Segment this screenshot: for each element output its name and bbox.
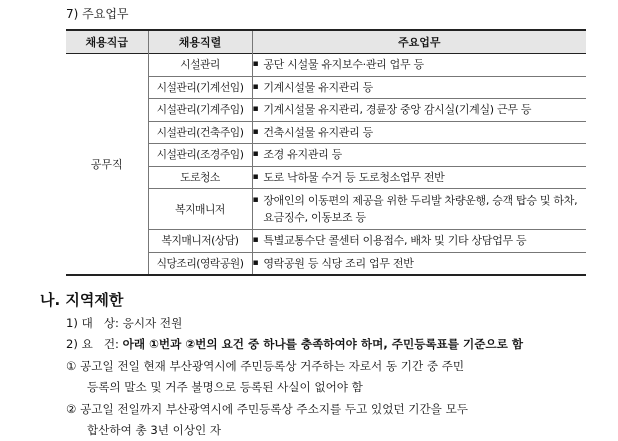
duty-cell xyxy=(252,230,586,253)
category-cell: 공무직 xyxy=(66,54,148,276)
item-line1: 공고일 전일까지 부산광역시에 주민등록상 주소지를 두고 있었던 기간을 모두 xyxy=(80,402,468,416)
position-cell: 도로청소 xyxy=(148,166,252,189)
header-grade: 채용직급 xyxy=(66,30,148,54)
target-label: 1) 대 상: xyxy=(66,316,119,330)
requirement-value: 아래 ①번과 ②번의 요건 중 하나를 충족하여야 하며, 주민등록표를 기준으로 함 xyxy=(122,337,524,351)
requirement-label: 2) 요 건: xyxy=(66,337,119,351)
region-heading: 나. 지역제한 xyxy=(40,291,124,309)
target-value: 응시자 전원 xyxy=(122,316,183,330)
duty-cell xyxy=(252,252,586,275)
list-item xyxy=(66,358,464,374)
bullet-icon: ▪ xyxy=(252,195,259,205)
duty-text: 영락공원 등 식당 조리 업무 전반 xyxy=(263,256,414,270)
item-number: ① xyxy=(66,359,77,373)
item-number: ② xyxy=(66,402,77,416)
duty-cell xyxy=(252,76,586,99)
position-cell: 시설관리(기계선임) xyxy=(148,76,252,99)
duty-text: 조경 유지관리 등 xyxy=(263,148,342,162)
duty-cell xyxy=(252,144,586,167)
duty-cell xyxy=(252,121,586,144)
position-cell: 시설관리(조경주임) xyxy=(148,144,252,167)
bullet-icon: ▪ xyxy=(252,126,259,137)
duty-cell xyxy=(252,166,586,189)
item-line1: 공고일 전일 현재 부산광역시에 주민등록상 거주하는 자로서 동 기간 중 주민 xyxy=(80,359,465,373)
bullet-icon: ▪ xyxy=(252,171,259,182)
duty-text: 공단 시설물 유지보수·관리 업무 등 xyxy=(263,58,424,72)
header-position: 채용직렬 xyxy=(148,30,252,54)
table-header-row xyxy=(66,30,586,54)
duty-text: 건축시설물 유지관리 등 xyxy=(263,125,373,139)
duty-text: 장애인의 이동편의 제공을 위한 두리발 차량운행, 승객 탑승 및 하차, 요금징수, 이동보조 등 xyxy=(263,194,578,224)
requirement-line xyxy=(66,336,523,352)
bullet-icon: ▪ xyxy=(252,59,259,70)
duty-cell xyxy=(252,54,586,77)
duty-cell xyxy=(252,99,586,122)
position-cell: 복지매니저(상담) xyxy=(148,230,252,253)
item-continuation: 합산하여 총 3년 이상인 자 xyxy=(87,423,222,437)
duty-text: 기계시설물 유지관리 등 xyxy=(263,80,373,94)
duty-cell xyxy=(252,189,586,230)
bullet-icon: ▪ xyxy=(252,104,259,115)
table-row xyxy=(66,54,586,77)
duty-text: 도로 낙하물 수거 등 도로청소업무 전반 xyxy=(263,170,445,184)
position-cell: 시설관리(기계주임) xyxy=(148,99,252,122)
bullet-icon: ▪ xyxy=(252,149,259,160)
section-title: 7) 주요업무 xyxy=(66,7,129,21)
position-cell: 식당조리(영락공원) xyxy=(148,252,252,275)
target-line xyxy=(66,315,182,331)
bullet-icon: ▪ xyxy=(252,257,259,268)
duty-text: 특별교통수단 콜센터 이용접수, 배차 및 기타 상담업무 등 xyxy=(263,234,527,248)
position-cell: 시설관리 xyxy=(148,54,252,77)
position-cell: 시설관리(건축주임) xyxy=(148,121,252,144)
bullet-icon: ▪ xyxy=(252,81,259,92)
header-duty: 주요업무 xyxy=(252,30,586,54)
item-continuation: 등록의 말소 및 거주 불명으로 등록된 사실이 없어야 함 xyxy=(87,380,363,394)
list-item xyxy=(66,401,468,417)
bullet-icon: ▪ xyxy=(252,235,259,246)
position-cell: 복지매니저 xyxy=(148,189,252,230)
duty-text: 기계시설물 유지관리, 경륜장 중앙 감시실(기계실) 근무 등 xyxy=(263,103,532,117)
duties-table xyxy=(66,29,586,276)
